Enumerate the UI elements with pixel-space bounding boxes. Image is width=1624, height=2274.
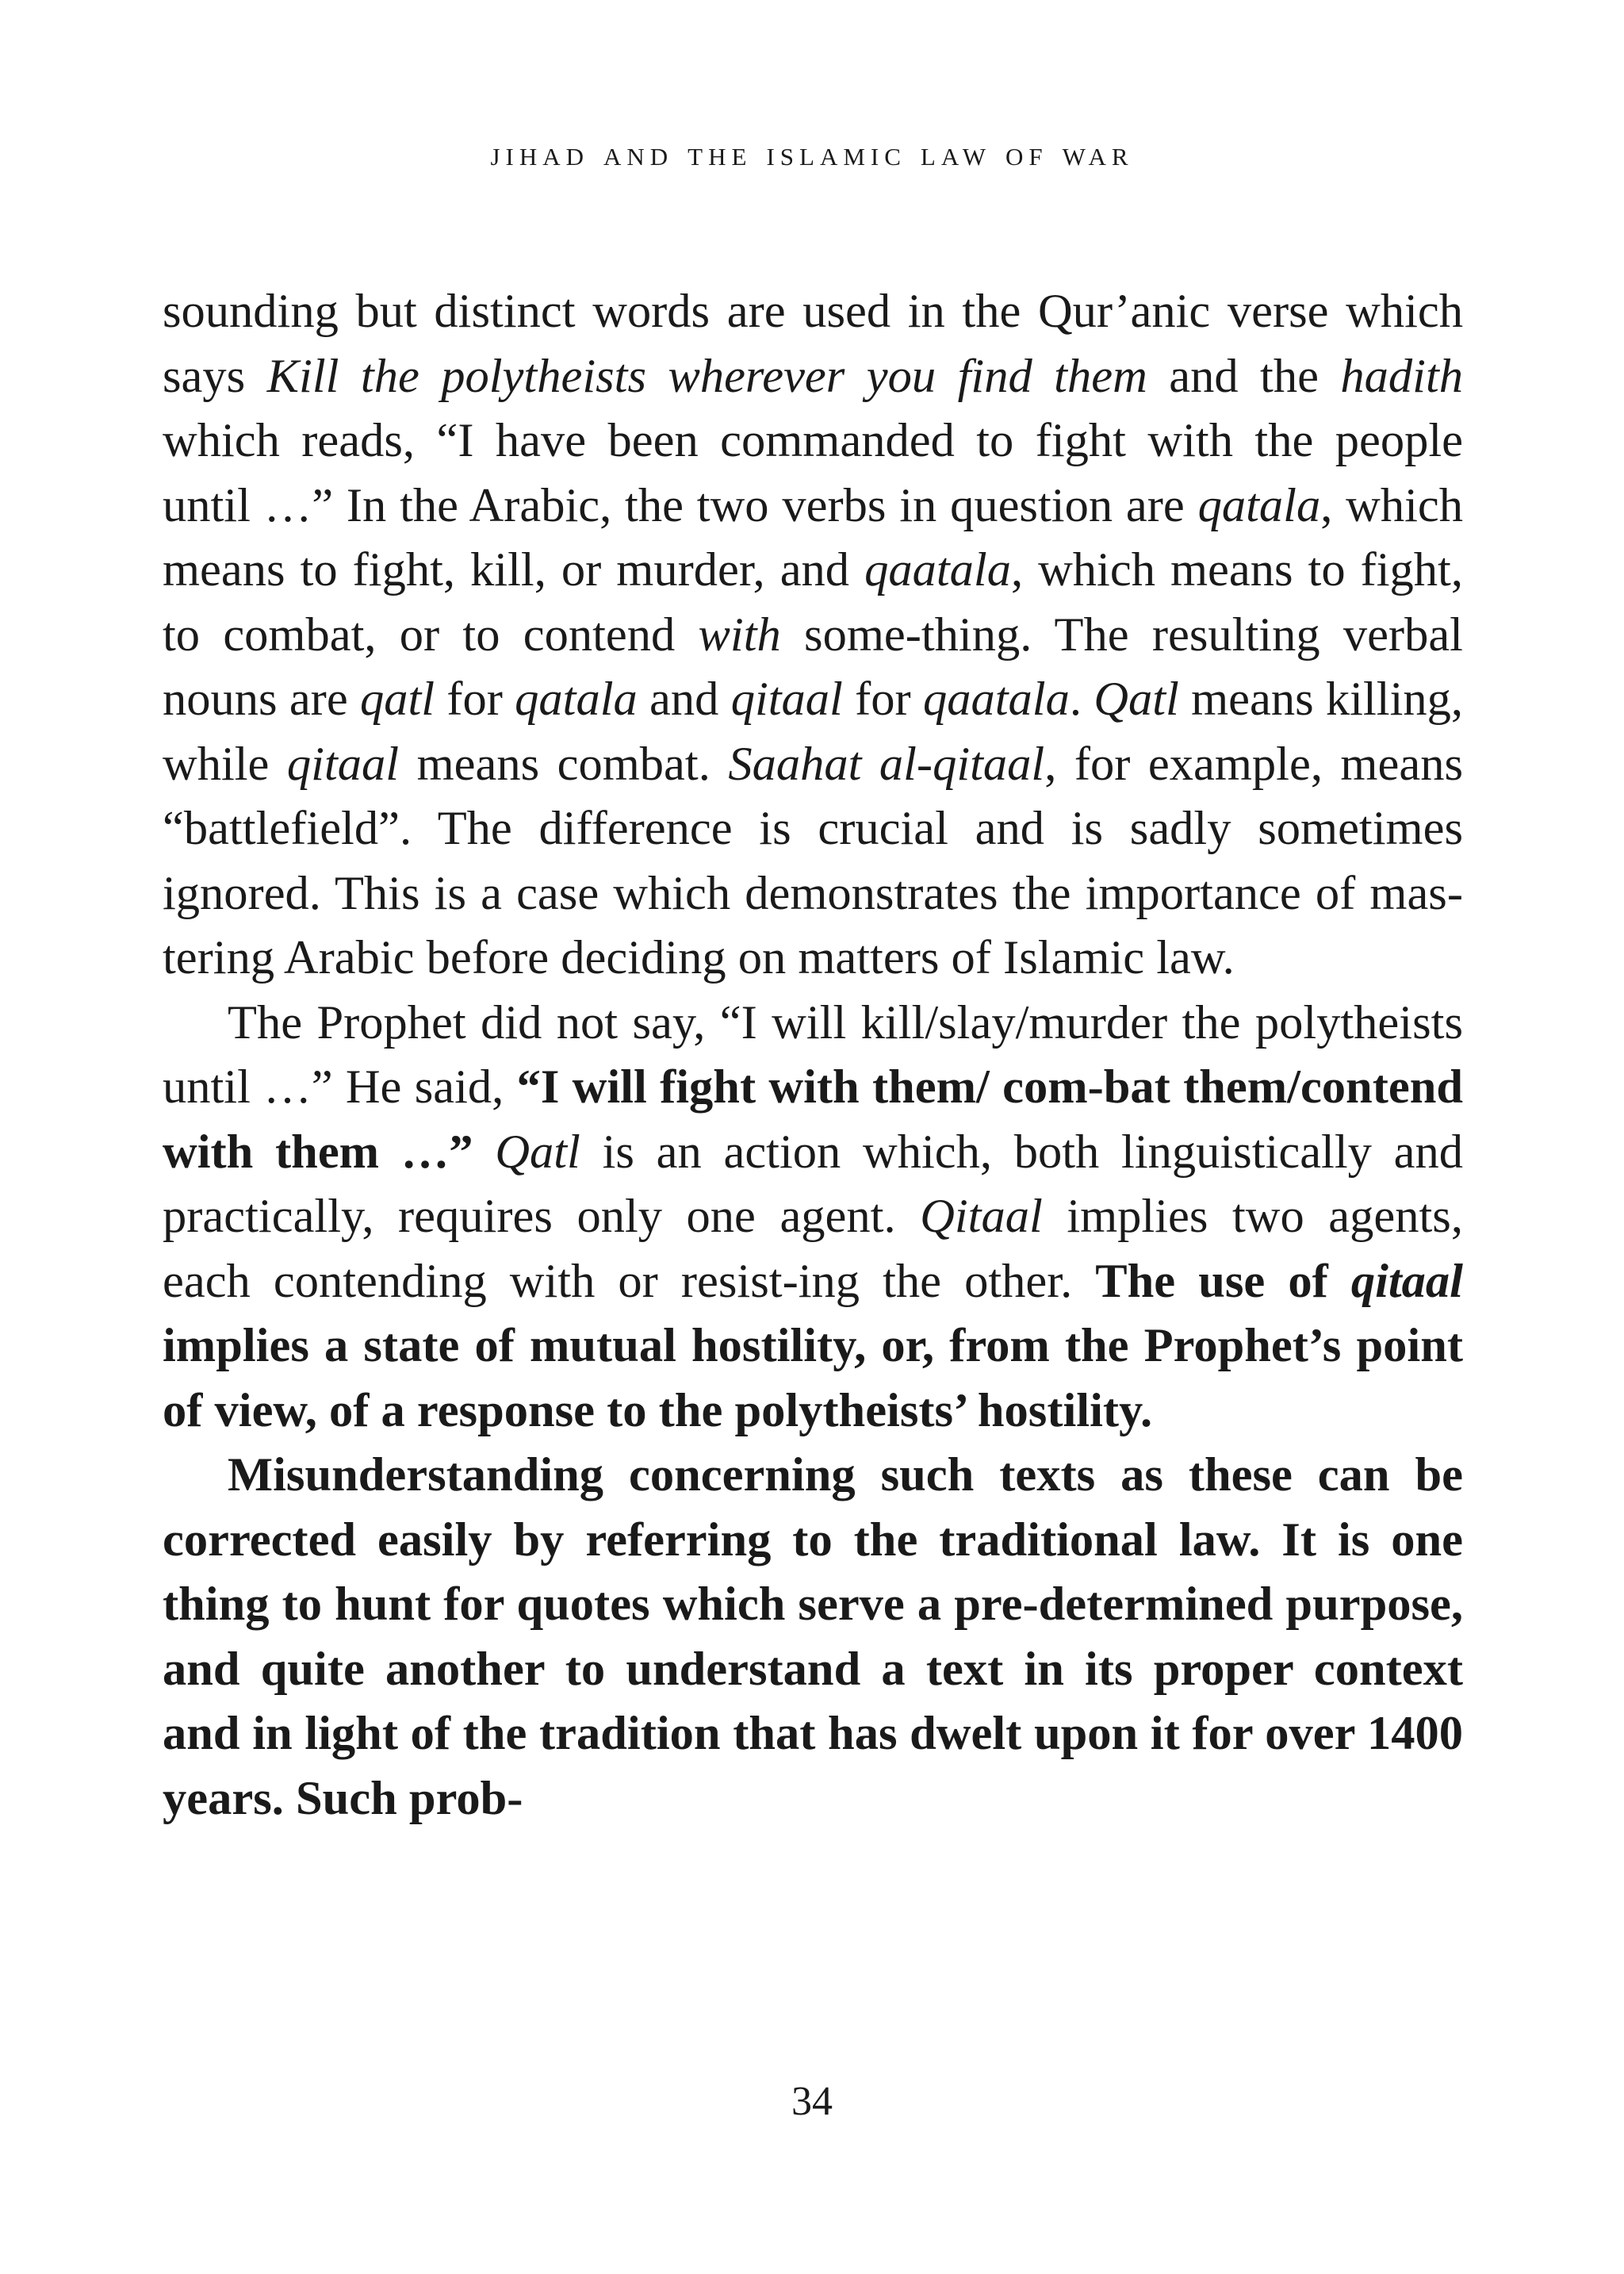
text-run-italic: Saahat al-qitaal <box>728 737 1045 791</box>
text-run-normal: for <box>435 673 515 726</box>
text-run-normal: is an action which, both linguistically and practically, requires only one agent. <box>163 1125 1463 1243</box>
text-run-bold: Misunderstanding concerning such texts as these can be corrected easily by referring to the traditional law. It is one thing to hunt for quotes which serve a pre-determined purpose, and quite another to understand a text in its proper context and in light of the tradition that has dwelt upon it for over 1400 years. Such prob- <box>163 1448 1463 1825</box>
text-run-normal: , which means to fight, to combat, or to contend <box>163 543 1463 661</box>
text-run-italic: qaatala <box>864 543 1011 596</box>
text-run-normal: which reads, “I have been commanded to fight with the people until …” In the Arabic, the two verbs in question are <box>163 414 1463 532</box>
text-run-normal: implies two agents, each contending with or resist-ing the other. <box>163 1190 1463 1308</box>
page-number: 34 <box>791 2079 833 2124</box>
text-run-normal: for <box>842 673 923 726</box>
text-run-normal: , which means to fight, kill, or murder, and <box>163 478 1463 596</box>
paragraph <box>163 991 1463 1444</box>
text-run-italic: Qatl <box>1094 673 1179 726</box>
text-run-italic: qatl <box>359 673 435 726</box>
text-run-bold-italic: qitaal <box>1350 1254 1463 1308</box>
text-run-italic: qitaal <box>730 673 843 726</box>
text-run-normal: The Prophet did not say, “I will kill/slay/murder the polytheists until …” He said, <box>163 995 1463 1114</box>
paragraph <box>163 1443 1463 1831</box>
text-run-italic: qatala <box>1197 478 1321 532</box>
text-run-italic: qitaal <box>286 737 400 791</box>
text-run-bold: implies a state of mutual hostility, or, from the Prophet’s point of view, of a response to the polytheists’ hostility. <box>163 1319 1463 1437</box>
text-run-normal: and the <box>1147 349 1341 403</box>
text-run-normal: . <box>1069 673 1094 726</box>
text-run-italic: Qatl <box>495 1125 580 1179</box>
text-run-italic: qaatala <box>922 673 1070 726</box>
text-run-normal: means combat. <box>399 737 729 791</box>
text-run-italic: qatala <box>515 673 638 726</box>
text-run-bold: “I will fight with them/ com-bat them/contend with them …” <box>163 1060 1464 1179</box>
text-run-italic: hadith <box>1340 349 1464 403</box>
text-run-normal: some-thing. The resulting verbal nouns are <box>163 608 1463 726</box>
text-run-normal: and <box>637 673 731 726</box>
text-run-italic: with <box>698 608 781 661</box>
text-run-normal: sounding but distinct words are used in the Qur’anic verse which says <box>163 285 1463 403</box>
paragraph <box>163 279 1463 991</box>
body-text <box>163 279 1463 1831</box>
text-run-normal: , for example, means “battlefield”. The difference is crucial and is sadly sometimes ignored. This is a case which demonstrates the importance of mas-tering Arabic before deciding on matters of Islamic law. <box>163 737 1463 984</box>
text-run-italic: Qitaal <box>920 1190 1043 1243</box>
text-run-bold: The use of <box>1095 1254 1351 1308</box>
text-run-normal: means killing, while <box>163 673 1464 791</box>
text-run-normal <box>473 1125 496 1179</box>
text-run-italic: Kill the polytheists wherever you find them <box>266 349 1147 403</box>
running-head: jihad and the islamic law of war <box>490 134 1134 173</box>
